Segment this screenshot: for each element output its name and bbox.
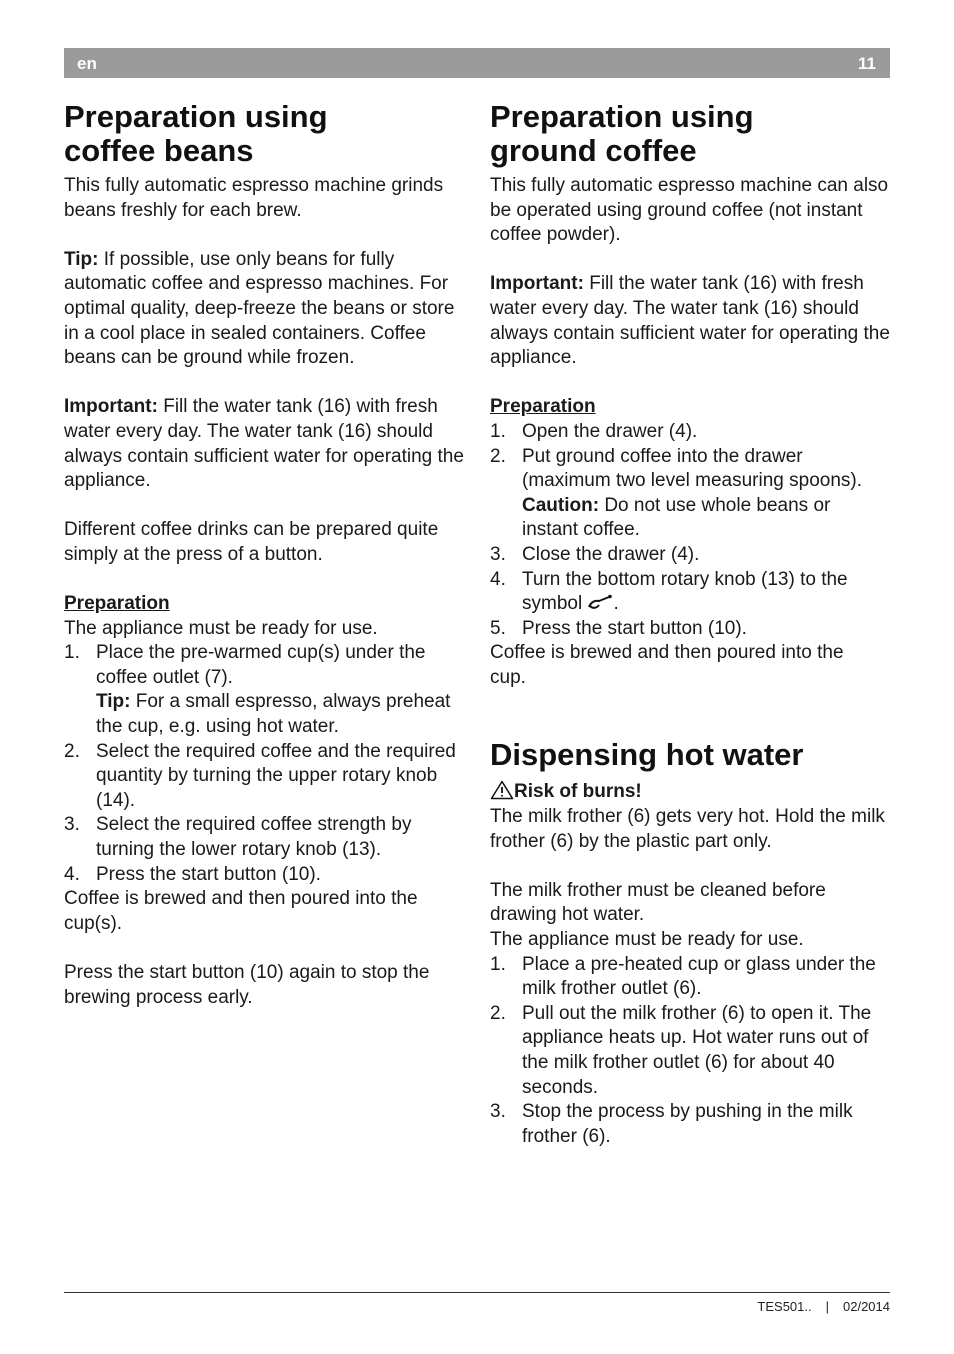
drinks-paragraph: Different coffee drinks can be prepared quite simply at the press of a button. — [64, 519, 439, 565]
publication-date: 02/2014 — [843, 1299, 890, 1314]
footer-separator: | — [825, 1299, 829, 1314]
step-text: Press the start button (10). — [522, 617, 747, 639]
step-text: Press the start button (10). — [96, 863, 321, 885]
important-text: Fill the water tank (16) with fresh water every day. The water tank (16) should always contain sufficient water for operating the appliance. — [64, 396, 464, 492]
list-item — [490, 1002, 890, 1100]
step-number: 2. — [490, 445, 506, 467]
step-number: 2. — [64, 740, 80, 762]
list-item — [490, 568, 890, 617]
warning-text: The milk frother (6) gets very hot. Hold the milk frother (6) by the plastic part only. — [490, 806, 885, 852]
header-bar — [64, 48, 890, 78]
language-code: en — [77, 54, 97, 73]
preparation-steps — [490, 420, 890, 641]
result-text: Coffee is brewed and then poured into the cup. — [490, 642, 844, 688]
step-text: Put ground coffee into the drawer (maximum two level measuring spoons). — [522, 445, 863, 492]
tip-paragraph — [64, 248, 464, 371]
step-number: 4. — [490, 568, 506, 590]
step-number: 5. — [490, 617, 506, 639]
list-item — [490, 420, 890, 445]
step-text-end: . — [613, 593, 619, 615]
page-number: 11 — [858, 54, 876, 73]
step-number: 2. — [490, 1002, 506, 1024]
step-number: 1. — [490, 420, 506, 442]
important-label: Important: — [64, 396, 158, 418]
step-text: Turn the bottom rotary knob (13) to the symbol — [522, 568, 848, 615]
footer — [757, 1299, 890, 1314]
preparation-steps — [64, 641, 464, 887]
tip-text: For a small espresso, always preheat the cup, e.g. using hot water. — [96, 691, 451, 738]
preparation-intro: The appliance must be ready for use. — [64, 617, 378, 639]
warning-heading — [490, 780, 890, 805]
step-number: 3. — [64, 814, 80, 836]
step-text: Stop the process by pushing in the milk frother (6). — [522, 1101, 853, 1147]
intro-text: This fully automatic espresso machine can also be operated using ground coffee (not instant coffee powder). — [490, 175, 889, 246]
section-title-hot-water: Dispensing hot water — [490, 737, 804, 773]
stop-text: Press the start button (10) again to stop the brewing process early. — [64, 962, 430, 1008]
tip-label: Tip: — [64, 248, 99, 270]
caution-label: Caution: — [522, 494, 600, 516]
ground-coffee-spoon-icon — [587, 593, 613, 611]
list-item — [490, 1100, 890, 1149]
step-text: Select the required coffee and the required quantity by turning the upper rotary knob (14). — [96, 740, 456, 811]
list-item — [64, 863, 464, 888]
list-item — [64, 813, 464, 862]
important-paragraph — [490, 272, 890, 370]
step-text: Place the pre-warmed cup(s) under the coffee outlet (7). — [96, 642, 426, 688]
step-number: 1. — [490, 953, 506, 975]
section-title-coffee-beans: Preparation using coffee beans — [64, 99, 328, 168]
model-number: TES501.. — [757, 1299, 812, 1314]
step-number: 4. — [64, 863, 80, 885]
step-text: Close the drawer (4). — [522, 543, 700, 565]
warning-label: Risk of burns! — [514, 781, 642, 803]
step-text: Place a pre-heated cup or glass under the milk frother outlet (6). — [522, 953, 876, 1000]
hot-water-steps — [490, 953, 890, 1150]
preparation-heading: Preparation — [490, 396, 596, 418]
footer-divider — [64, 1292, 890, 1293]
caution-text: Do not use whole beans or instant coffee. — [522, 494, 831, 541]
list-item — [490, 445, 890, 543]
list-item — [490, 953, 890, 1002]
warning-triangle-icon — [490, 780, 514, 800]
ready-text: The appliance must be ready for use. — [490, 929, 804, 951]
intro-text: This fully automatic espresso machine grinds beans freshly for each brew. — [64, 175, 444, 221]
important-label: Important: — [490, 273, 584, 295]
tip-text: If possible, use only beans for fully automatic coffee and espresso machines. For optimal quality, deep-freeze the beans or store in a cool place in sealed containers. Coffee beans can be ground while frozen. — [64, 248, 455, 369]
list-item — [490, 617, 890, 642]
list-item — [490, 543, 890, 568]
right-column — [490, 100, 890, 1149]
list-item — [64, 641, 464, 739]
step-text: Open the drawer (4). — [522, 420, 698, 442]
left-column — [64, 100, 464, 1010]
result-text: Coffee is brewed and then poured into the cup(s). — [64, 888, 418, 934]
step-number: 1. — [64, 642, 80, 664]
step-number: 3. — [490, 543, 506, 565]
clean-text: The milk frother must be cleaned before drawing hot water. — [490, 879, 826, 926]
list-item — [64, 740, 464, 814]
important-paragraph — [64, 395, 464, 493]
step-number: 3. — [490, 1101, 506, 1123]
step-text: Select the required coffee strength by turning the lower rotary knob (13). — [96, 814, 412, 861]
important-text: Fill the water tank (16) with fresh water every day. The water tank (16) should always contain sufficient water for operating the appliance. — [490, 273, 890, 369]
preparation-heading: Preparation — [64, 593, 170, 615]
tip-label: Tip: — [96, 691, 131, 713]
step-text: Pull out the milk frother (6) to open it. The appliance heats up. Hot water runs out of the milk frother outlet (6) for about 40 seconds. — [522, 1002, 872, 1098]
section-title-ground-coffee: Preparation using ground coffee — [490, 99, 754, 168]
